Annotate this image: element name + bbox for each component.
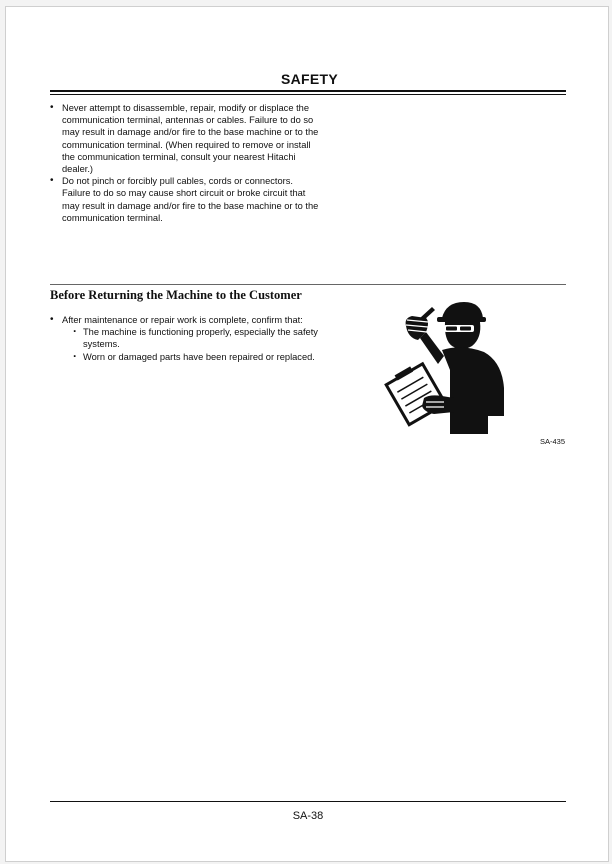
footer-rule xyxy=(50,801,566,802)
page-number: SA-38 xyxy=(292,810,324,822)
sub-bullet-item: · The machine is functioning properly, especially the safety systems. xyxy=(62,326,325,350)
bullet-item: • Do not pinch or forcibly pull cables, cords or connectors. Failure to do so may cause short circuit or broke circuit that may result in damage and/or fire to the base machine or to the communication terminal. xyxy=(50,175,320,224)
section-bullet-list xyxy=(50,314,325,363)
bullet-intro: After maintenance or repair work is complete, confirm that: xyxy=(62,315,303,325)
header-rule-thick xyxy=(50,90,566,92)
bullet-item: • Never attempt to disassemble, repair, modify or displace the communication terminal, antennas or cables. Failure to do so may result in damage and/or fire to the base machine or to the communication terminal. (When required to remove or install the communication terminal, consult your nearest Hitachi dealer.) xyxy=(50,102,320,175)
sub-bullet-list xyxy=(62,326,325,363)
section-heading: Before Returning the Machine to the Customer xyxy=(50,288,302,302)
bullet-item xyxy=(50,314,325,363)
figure-id: SA-435 xyxy=(539,437,565,446)
worker-checklist-icon xyxy=(384,298,508,438)
sub-bullet-item: · Worn or damaged parts have been repaired or replaced. xyxy=(62,351,325,363)
page-title: SAFETY xyxy=(280,71,338,87)
safety-bullet-list xyxy=(50,102,320,224)
header-rule-thin xyxy=(50,94,566,95)
section-divider xyxy=(50,284,566,285)
